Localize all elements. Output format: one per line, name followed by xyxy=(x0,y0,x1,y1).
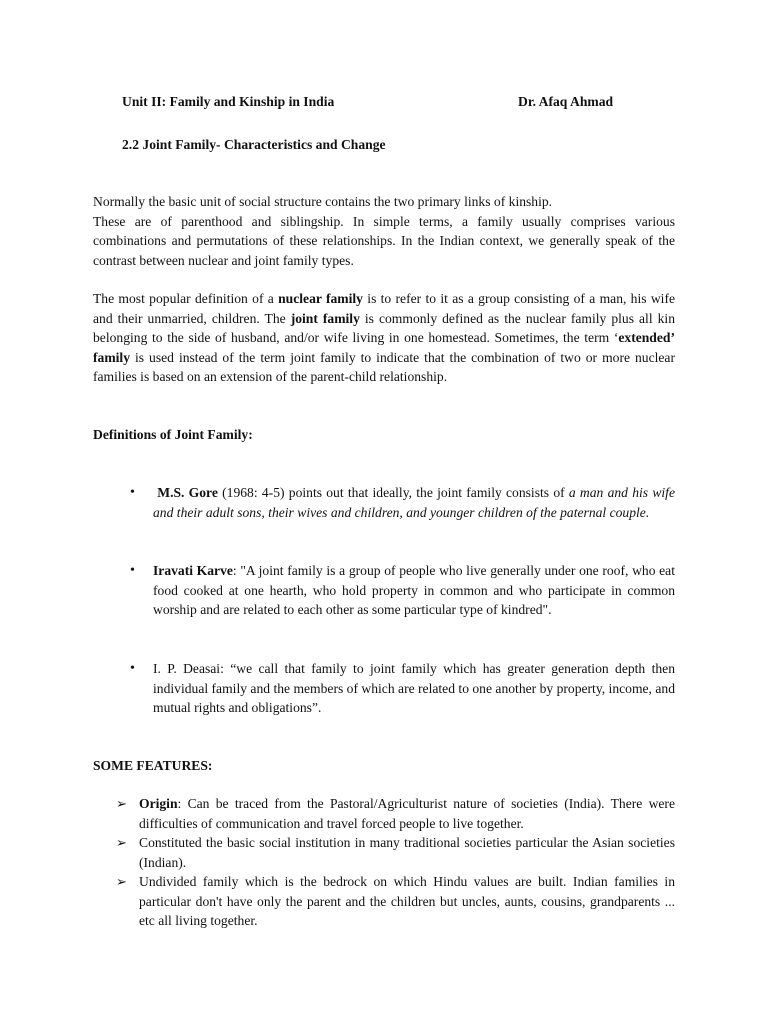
arrow-bullet-icon: ➢ xyxy=(116,835,127,850)
gore-text: (1968: 4-5) points out that ideally, the joint family consists of xyxy=(217,485,569,500)
bullet-icon: • xyxy=(130,563,135,578)
term-extended-family: extended’ family xyxy=(93,330,675,365)
def-text-3: is commonly defined as the nuclear family plus all kin belonging to the side of husband, and/or wife living in one homestead. Sometimes, the term ‘ xyxy=(93,310,675,346)
author-name: Dr. Afaq Ahmad xyxy=(518,94,614,109)
family-definition-paragraph xyxy=(93,289,675,387)
author-desai: I. P. Deasai xyxy=(153,661,221,676)
feature-origin-label: Origin xyxy=(139,796,178,811)
definition-gore xyxy=(153,483,675,522)
feature-origin-text: : Can be traced from the Pastoral/Agriculturist nature of societies (India). There were difficulties of communication and travel forced people to live together. xyxy=(139,796,675,831)
bullet-icon: • xyxy=(130,485,135,500)
definitions-heading: Definitions of Joint Family: xyxy=(93,427,253,442)
intro-line-1: Normally the basic unit of social structure contains the two primary links of kinship. xyxy=(93,194,553,209)
intro-paragraph xyxy=(93,192,675,270)
term-nuclear-family: nuclear family xyxy=(278,291,363,306)
unit-title: Unit II: Family and Kinship in India xyxy=(122,94,335,109)
def-text-1: The most popular definition of a xyxy=(93,291,279,306)
author-karve: Iravati Karve xyxy=(153,563,233,578)
arrow-bullet-icon: ➢ xyxy=(116,796,127,811)
features-heading: SOME FEATURES: xyxy=(93,758,213,773)
desai-text: : “we call that family to joint family which has greater generation depth then individual family and the members of which are related to one another by property, income, and mutual rights and obligations”. xyxy=(153,661,675,716)
term-joint-family: joint family xyxy=(290,310,360,326)
gore-quote: a man and his wife and their adult sons, their wives and children, and younger children of the paternal couple. xyxy=(153,485,675,520)
author-gore: M.S. Gore xyxy=(157,485,218,500)
bullet-icon: • xyxy=(130,661,135,676)
def-text-4: is used instead of the term joint family to indicate that the combination of two or more nuclear families is based on an extension of the parent-child relationship. xyxy=(93,349,675,385)
feature-undivided-family: Undivided family which is the bedrock on which Hindu values are built. Indian families in particular don't have only the parent and the children but uncles, aunts, cousins, grandparents ... etc all living together. xyxy=(139,874,675,929)
arrow-bullet-icon: ➢ xyxy=(116,874,127,889)
def-text-2: is to refer to it as a group consisting of a man, his wife and their unmarried, children. The xyxy=(93,291,676,326)
definition-desai xyxy=(153,659,675,718)
section-title: 2.2 Joint Family- Characteristics and Change xyxy=(122,137,386,152)
definition-karve xyxy=(153,561,675,620)
intro-rest: These are of parenthood and siblingship. In simple terms, a family usually comprises various combinations and permutations of these relationships. In the Indian context, we generally speak of the contrast between nuclear and joint family types. xyxy=(93,213,675,268)
feature-social-institution: Constituted the basic social institution in many traditional societies particular the Asian societies (Indian). xyxy=(139,835,675,870)
karve-text: : "A joint family is a group of people who live generally under one roof, who eat food cooked at one hearth, who hold property in common and who participate in common worship and are related to each other as some particular type of kindred". xyxy=(153,563,675,618)
feature-origin xyxy=(139,794,675,833)
